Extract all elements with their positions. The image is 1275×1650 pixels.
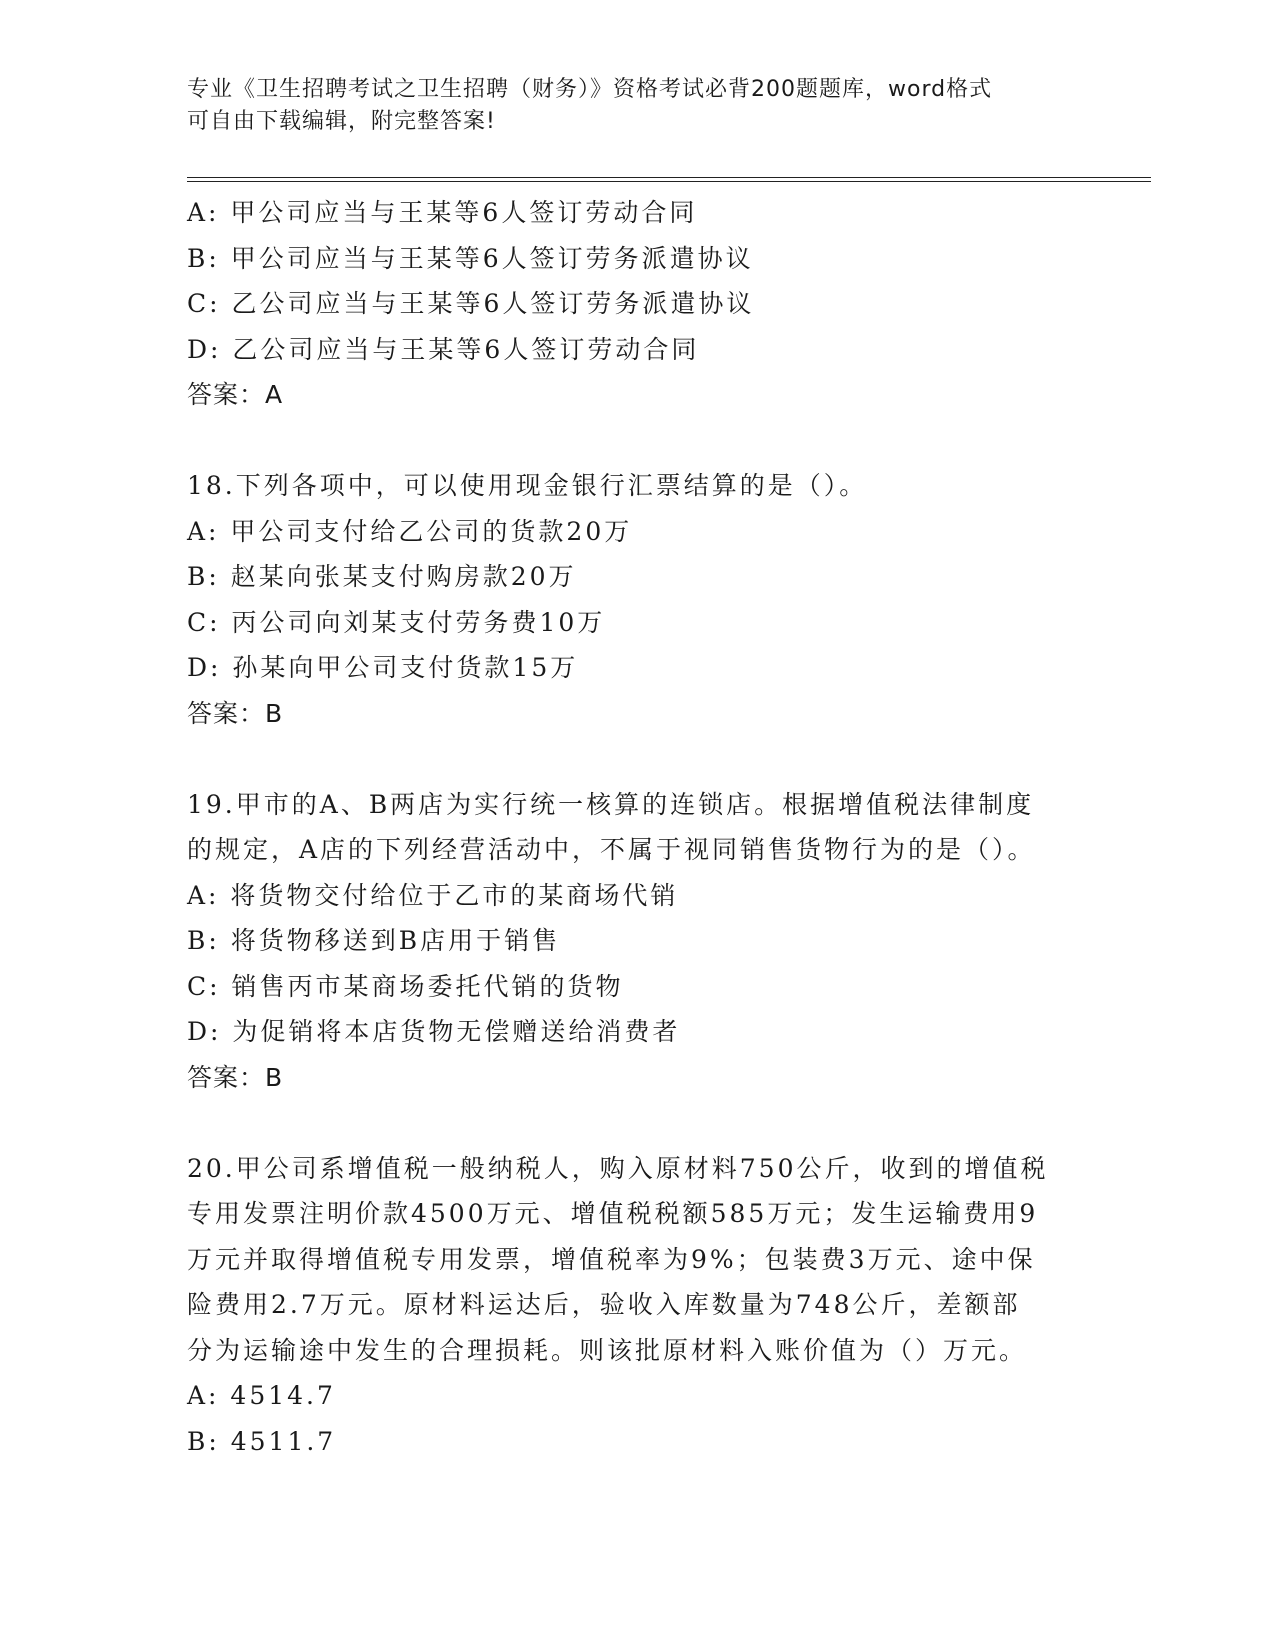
option-d: D: 为促销将本店货物无偿赠送给消费者 (187, 1017, 681, 1046)
option-a: A: 甲公司应当与王某等6人签订劳动合同 (187, 198, 698, 227)
question-stem-line-3: 万元并取得增值税专用发票，增值税率为9%；包装费3万元、途中保 (187, 1244, 1036, 1274)
header-divider-top (187, 177, 1151, 178)
question-stem-line-2: 专用发票注明价款4500万元、增值税税额585万元；发生运输费用9 (187, 1199, 1039, 1228)
header-line-1: 专业《卫生招聘考试之卫生招聘（财务）》资格考试必背200题题库，word格式 (187, 77, 993, 102)
question-17 (187, 190, 1087, 418)
option-c: C: 丙公司向刘某支付劳务费10万 (187, 607, 606, 637)
option-c: C: 乙公司应当与王某等6人签订劳务派遣协议 (187, 289, 755, 318)
question-20 (187, 1146, 1087, 1465)
option-c: C: 销售丙市某商场委托代销的货物 (187, 971, 624, 1001)
answer: 答案：A (187, 380, 284, 409)
option-a: A: 4514.7 (187, 1381, 336, 1410)
question-stem-line-2: 的规定，A店的下列经营活动中，不属于视同销售货物行为的是（）。 (187, 835, 1036, 864)
answer: 答案：B (187, 1062, 284, 1092)
spacer (187, 736, 1087, 782)
question-stem-line-1: 19.甲市的A、B两店为实行统一核算的连锁店。根据增值税法律制度 (187, 789, 1035, 819)
question-stem: 18.下列各项中，可以使用现金银行汇票结算的是（）。 (187, 471, 868, 500)
question-stem-line-1: 20.甲公司系增值税一般纳税人，购入原材料750公斤，收到的增值税 (187, 1153, 1049, 1183)
answer: 答案：B (187, 698, 284, 728)
question-stem-line-5: 分为运输途中发生的合理损耗。则该批原材料入账价值为（）万元。 (187, 1335, 1028, 1365)
option-b: B: 赵某向张某支付购房款20万 (187, 562, 577, 591)
spacer (187, 1100, 1087, 1146)
header-line-2: 可自由下载编辑，附完整答案! (187, 109, 496, 134)
question-content (187, 190, 1087, 1464)
option-a: A: 将货物交付给位于乙市的某商场代销 (187, 880, 679, 910)
spacer (187, 418, 1087, 464)
question-19 (187, 782, 1087, 1101)
option-b: B: 甲公司应当与王某等6人签订劳务派遣协议 (187, 243, 754, 273)
header-divider-bottom (187, 181, 1151, 182)
option-d: D: 乙公司应当与王某等6人签订劳动合同 (187, 334, 700, 364)
option-d: D: 孙某向甲公司支付货款15万 (187, 653, 579, 682)
option-b: B: 将货物移送到B店用于销售 (187, 926, 561, 955)
question-18 (187, 463, 1087, 736)
question-stem-line-4: 险费用2.7万元。原材料运达后，验收入库数量为748公斤，差额部 (187, 1290, 1021, 1319)
page-header (187, 74, 1087, 138)
option-a: A: 甲公司支付给乙公司的货款20万 (187, 516, 633, 546)
option-b: B: 4511.7 (187, 1426, 337, 1456)
